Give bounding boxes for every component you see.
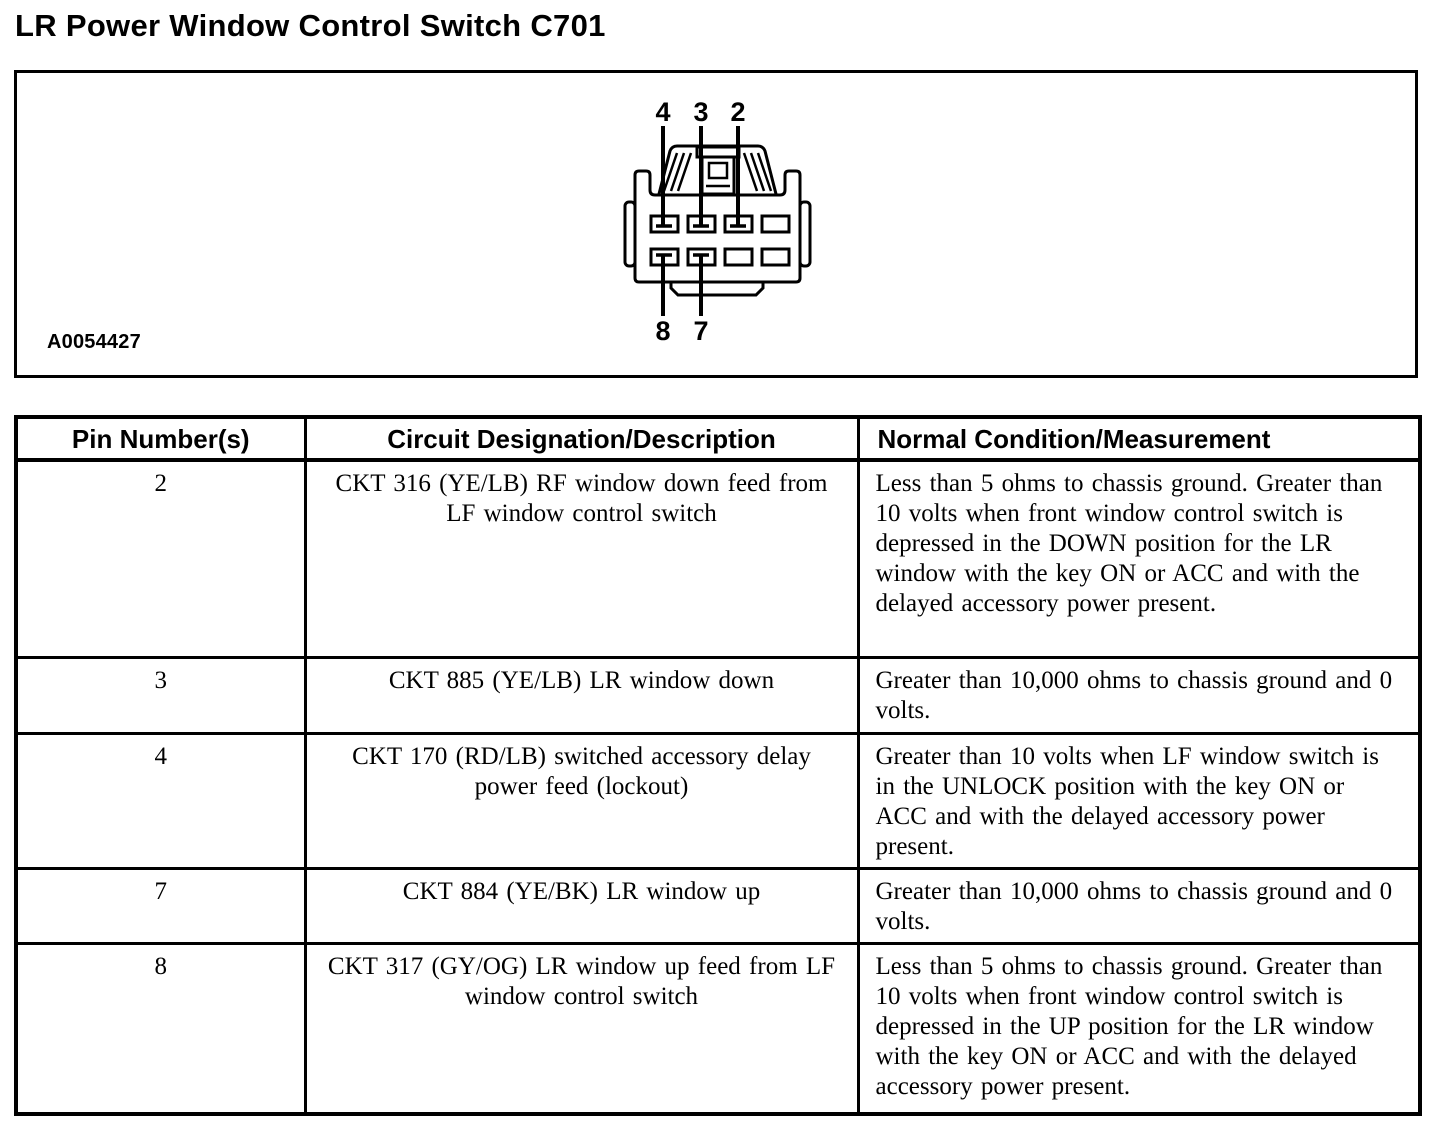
normal-condition-cell: Less than 5 ohms to chassis ground. Greater than 10 volts when front window control switch is depressed in the UP position for the LR window with the key ON or ACC and with the delayed accessory power present.	[858, 943, 1420, 1114]
table-header	[16, 417, 1420, 460]
table-row-pin-4	[16, 733, 1420, 868]
connector-figure	[14, 70, 1418, 378]
normal-condition-cell: Greater than 10 volts when LF window switch is in the UNLOCK position with the key ON or ACC and with the delayed accessory power present.	[858, 733, 1420, 868]
pin-cavity	[762, 249, 789, 265]
pin-label-4: 4	[655, 97, 671, 127]
table-row-pin-8	[16, 943, 1420, 1114]
circuit-description-cell: CKT 885 (YE/LB) LR window down	[305, 657, 858, 733]
col-header-circuit-designation: Circuit Designation/Description	[305, 417, 858, 460]
circuit-description-cell: CKT 317 (GY/OG) LR window up feed from LF window control switch	[305, 943, 858, 1114]
table-row-pin-2	[16, 460, 1420, 657]
pin-label-2: 2	[730, 97, 746, 127]
circuit-description-cell: CKT 884 (YE/BK) LR window up	[305, 868, 858, 943]
pin-number-cell: 7	[16, 868, 305, 943]
normal-condition-cell: Greater than 10,000 ohms to chassis ground and 0 volts.	[858, 657, 1420, 733]
table-body	[16, 460, 1420, 1114]
pin-cavity	[762, 216, 789, 232]
table-row-pin-3	[16, 657, 1420, 733]
normal-condition-cell: Less than 5 ohms to chassis ground. Greater than 10 volts when front window control switch is depressed in the DOWN position for the LR window with the key ON or ACC and with the delayed accessory power present.	[858, 460, 1420, 657]
pin-label-8: 8	[655, 316, 671, 346]
circuit-description-cell: CKT 170 (RD/LB) switched accessory delay power feed (lockout)	[305, 733, 858, 868]
connector-diagram	[615, 95, 815, 347]
pin-spec-table	[14, 415, 1422, 1116]
page-title: LR Power Window Control Switch C701	[15, 8, 606, 43]
bottom-foot	[671, 282, 763, 295]
col-header-pin-number: Pin Number(s)	[16, 417, 305, 460]
table-row-pin-7	[16, 868, 1420, 943]
pin-label-7: 7	[693, 316, 709, 346]
pin-number-cell: 2	[16, 460, 305, 657]
col-header-normal-condition: Normal Condition/Measurement	[858, 417, 1420, 460]
figure-id-label: A0054427	[47, 331, 141, 353]
normal-condition-cell: Greater than 10,000 ohms to chassis ground and 0 volts.	[858, 868, 1420, 943]
pin-number-cell: 4	[16, 733, 305, 868]
header-row	[16, 417, 1420, 460]
pin-label-3: 3	[693, 97, 709, 127]
pin-number-cell: 8	[16, 943, 305, 1114]
connector-drawing	[625, 126, 810, 316]
pin-cavity	[725, 249, 752, 265]
circuit-description-cell: CKT 316 (YE/LB) RF window down feed from LF window control switch	[305, 460, 858, 657]
pin-number-cell: 3	[16, 657, 305, 733]
